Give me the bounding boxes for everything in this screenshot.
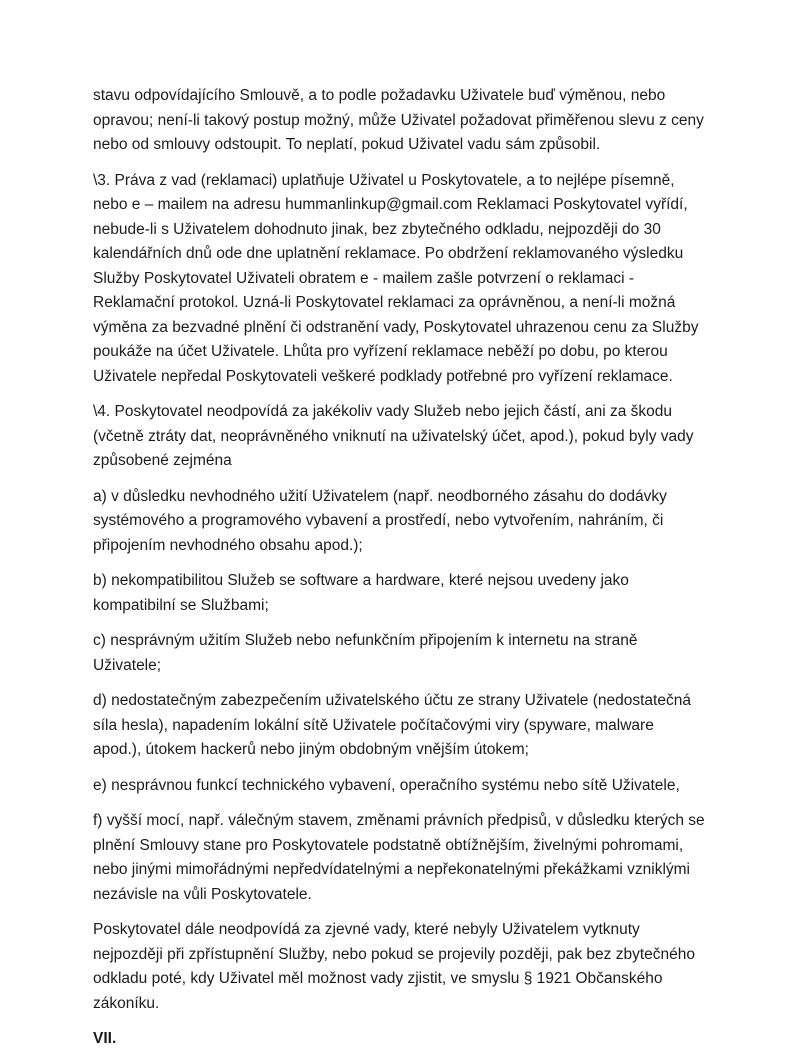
paragraph-list-item-f: f) vyšší mocí, např. válečným stavem, změnami právních předpisů, v důsledku kterých se plnění Smlouvy stane pro Poskytovatele podstatně obtížnějším, živelnými pohromami, nebo jinými mimořádnými nepředvídatelnými a nepřekonatelnými překážkami vzniklými nezávisle na vůli Poskytovatele. xyxy=(93,812,705,903)
paragraph-list-item-a: a) v důsledku nevhodného užití Uživatelem (např. neodborného zásahu do dodávky systémového a programového vybavení a prostředí, nebo vytvořením, nahráním, či připojením nevhodného obsahu apod.); xyxy=(93,487,667,554)
document-text-block xyxy=(93,84,705,1052)
paragraph: Poskytovatel dále neodpovídá za zjevné vady, které nebyly Uživatelem vytknuty nejpozději při zpřístupnění Služby, nebo pokud se projevily později, pak bez zbytečného odkladu poté, kdy Uživatel měl možnost vady zjistit, ve smyslu § 1921 Občanského zákoníku. xyxy=(93,921,696,1012)
paragraph-list-item-d: d) nedostatečným zabezpečením uživatelského účtu ze strany Uživatele (nedostatečná síla hesla), napadením lokální sítě Uživatele počítačovými viry (spyware, malware apod.), útokem hackerů nebo jiným obdobným vnějším útokem; xyxy=(93,692,691,758)
paragraph-list-item-b: b) nekompatibilitou Služeb se software a hardware, které nejsou uvedeny jako kompatibilní se Službami; xyxy=(93,572,629,614)
paragraph: \3. Práva z vad (reklamaci) uplatňuje Uživatel u Poskytovatele, a to nejlépe písemně, nebo e – mailem na adresu hummanlinkup@gmail.com Reklamaci Poskytovatel vyřídí, nebude-li s Uživatelem dohodnuto jinak, bez zbytečného odkladu, nejpozději do 30 kalendářních dnů ode dne uplatnění reklamace. Po obdržení reklamovaného výsledku Služby Poskytovatel Uživateli obratem e - mailem zašle potvrzení o reklamaci - Reklamační protokol. Uzná-li Poskytovatel reklamaci za oprávněnou, a není-li možná výměna za bezvadné plnění či odstranění vady, Poskytovatel uhrazenou cenu za Služby poukáže na účet Uživatele. Lhůta pro vyřízení reklamace neběží po dobu, po kterou Uživatele nepředal Poskytovateli veškeré podklady potřebné pro vyřízení reklamace. xyxy=(93,171,699,385)
paragraph-list-item-c: c) nesprávným užitím Služeb nebo nefunkčním připojením k internetu na straně Uživatele; xyxy=(93,632,638,674)
paragraph: \4. Poskytovatel neodpovídá za jakékoliv vady Služeb nebo jejich částí, ani za škodu (včetně ztráty dat, neoprávněného vniknutí na uživatelský účet, apod.), pokud byly vady způsobené zejména xyxy=(93,403,694,469)
paragraph: stavu odpovídajícího Smlouvě, a to podle požadavku Uživatele buď výměnou, nebo opravou; není-li takový postup možný, může Uživatel požadovat přiměřenou slevu z ceny nebo od smlouvy odstoupit. To neplatí, pokud Uživatel vadu sám způsobil. xyxy=(93,87,704,153)
section-heading: VII. xyxy=(93,1030,117,1047)
paragraph-list-item-e: e) nesprávnou funkcí technického vybavení, operačního systému nebo sítě Uživatele, xyxy=(93,776,680,794)
